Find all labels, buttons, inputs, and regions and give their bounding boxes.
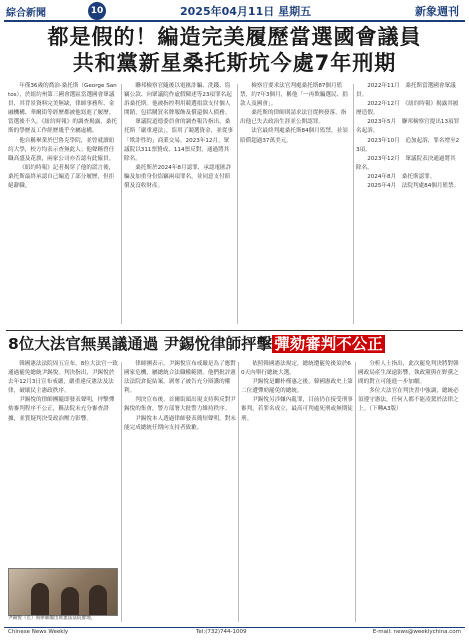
article1-column2 bbox=[124, 82, 234, 326]
paragraph: 桑托斯於2024年8月認罪，承認電匯詐騙及加重身份盜竊兩項罪名，並同意支付賠償及沒收財產。 bbox=[124, 164, 232, 190]
paragraph: 眾議院道德委員會的調查報告指出，桑托斯「嚴重違法」，盜用了競選資金，並從事「欺詐性的」商業交易。2023年12月，眾議院以311票贊成、114票反對，通過將其除名。 bbox=[124, 119, 234, 162]
column-divider bbox=[121, 362, 122, 622]
article1-column3 bbox=[240, 82, 350, 326]
issue-date: 2025年04月11日 星期五 bbox=[180, 5, 312, 18]
page-number: 10 bbox=[88, 2, 106, 20]
photo-figure bbox=[61, 587, 79, 615]
news-photo bbox=[8, 568, 118, 616]
timeline-sidebar bbox=[356, 82, 460, 326]
column-divider bbox=[237, 84, 238, 324]
timeline-item: 2022年12月 《紐約時報》揭露其履歷造假。 bbox=[356, 101, 459, 117]
article2-column4 bbox=[358, 360, 460, 624]
paragraph: 聯邦檢察官隨後以電匯詐騙、洗錢、盜竊公款、向眾議院作虛假陳述等23項罪名起訴桑托斯。他被指控利用競選捐款支付個人開銷，包括購買名牌服飾及償還個人債務。 bbox=[124, 83, 232, 117]
timeline-item: 2024年8月 桑托斯認罪。 bbox=[367, 173, 436, 180]
paragraph: 他自稱畢業於巴魯克學院，並曾就讀紐約大學，校方均表示查無此人；他聲稱曾任職高盛及花旗，兩家公司亦否認有此僱員。 bbox=[8, 137, 115, 162]
article1-column1 bbox=[8, 82, 118, 326]
paragraph: 尹錫悅本人透過律師發表簡短聲明，對未能完成總統任期向支持者致歉。 bbox=[124, 415, 236, 431]
second-headline-text: 8位大法官無異議通過 尹錫悅律師抨擊 bbox=[8, 335, 273, 353]
timeline-item: 2023年10月 追加起訴，罪名增至23項。 bbox=[356, 137, 460, 153]
paragraph: 韓國憲法法院周五宣布，8位大法官一致通過罷免總統尹錫悅。判決指出，尹錫悅於去年12月3日宣布戒嚴，嚴重違反憲法及法律，破壞民主憲政秩序。 bbox=[8, 361, 118, 395]
main-headline-line2: 共和黨新星桑托斯坑今處7年刑期 bbox=[72, 51, 397, 75]
photo-figure bbox=[89, 585, 107, 615]
page-header bbox=[0, 0, 469, 22]
header-rule bbox=[4, 20, 465, 22]
article2-column1 bbox=[8, 360, 118, 566]
column-divider bbox=[353, 84, 354, 324]
paragraph: 尹錫悅的律師團隨即發表聲明，抨擊彈劾審判程序不公正，稱法院未充分審查證據，並質疑判決受政治壓力影響。 bbox=[8, 397, 115, 422]
paragraph: 年僅36歲的喬治·桑托斯（George Santos），於紐約州第三國會選區當選國會眾議員，其背景資料完美無缺，律師事務所、金融機構、華爾街等經歷都被他寫進了履歷。當選後不久，《紐約時報》的調查揭露，桑托斯的學歷及工作經歷幾乎全屬虛構。 bbox=[8, 83, 118, 135]
second-headline-emphasis: 彈劾審判不公正 bbox=[274, 335, 383, 353]
section-label: 綜合新聞 bbox=[6, 8, 46, 19]
paragraph: 桑托斯的律師則請求法官從輕發落，指出他已失去政治生涯並公開認罪。 bbox=[240, 110, 347, 126]
column-divider bbox=[238, 362, 239, 622]
column-divider bbox=[355, 362, 356, 622]
second-headline bbox=[8, 334, 460, 354]
section-divider bbox=[6, 330, 463, 331]
paragraph: 《紐約時報》記者揭穿了他的謊言後，桑托斯最終承認自己編造了部分履歷，但拒絕辭職。 bbox=[8, 164, 115, 190]
article2-column3 bbox=[241, 360, 353, 624]
paragraph: 依照韓國憲法規定，總統遭罷免後須於60天內舉行總統大選。 bbox=[241, 361, 351, 377]
paragraph: 判決宣布後，首爾街頭出現支持與反對尹錫悅的集會，警方部署大批警力維持秩序。 bbox=[124, 397, 236, 413]
timeline-item: 2022年11月 桑托斯當選國會眾議員。 bbox=[356, 83, 456, 99]
main-headline-line1: 都是假的！編造完美履歷當選國會議員 bbox=[47, 25, 422, 49]
footer-phone: Tel:(732)744-1009 bbox=[196, 629, 247, 635]
footer-publication: Chinese News Weekly bbox=[8, 629, 69, 635]
publication-name: 新象週刊 bbox=[415, 5, 459, 18]
paragraph: 律師團表示，尹錫悅宣布戒嚴是為了應對國家危機，屬總統合法職權範圍。他們批評憲法法院倉促結案，剝奪了被告充分辯護的權利。 bbox=[124, 361, 236, 395]
timeline-item: 2025年4月 法院判處84個月監禁。 bbox=[367, 183, 460, 190]
paragraph: 尹錫悅另涉嫌內亂罪，目前仍在接受刑事審判。若罪名成立，最高可判處死刑或無期徒刑。 bbox=[241, 397, 353, 422]
article2-column2 bbox=[124, 360, 236, 624]
footer-rule bbox=[4, 627, 465, 628]
paragraph: 分析人士指出，此次罷免判決將對韓國政局產生深遠影響，執政黨與在野黨之間的對立可能進一步加劇。 bbox=[358, 361, 459, 386]
column-divider bbox=[121, 84, 122, 324]
paragraph: 法官最終判處桑托斯84個月監禁，並須賠償超過37萬美元。 bbox=[240, 128, 348, 144]
photo-figure bbox=[31, 583, 49, 615]
timeline-item: 2023年12月 眾議院表決通過將其除名。 bbox=[356, 155, 456, 171]
paragraph: 尹錫悅是繼朴槿惠之後，韓國憲政史上第二位遭彈劾罷免的總統。 bbox=[241, 379, 353, 395]
paragraph: 多位大法官在判決書中強調，總統必須遵守憲法，任何人都不能凌駕於法律之上。（下轉A3版） bbox=[358, 388, 459, 413]
timeline-item: 2023年5月 聯邦檢察官提出13項罪名起訴。 bbox=[356, 119, 460, 135]
paragraph: 檢察官要求法官判處桑托斯87個月監禁，約7年3個月，稱他「一再欺騙選民、捐款人及國會」。 bbox=[240, 83, 348, 108]
footer-email: E-mail: news@weeklychina.com bbox=[372, 629, 461, 635]
photo-caption: 尹錫悅（左）與律師團出席憲法法院審理。 bbox=[8, 616, 96, 621]
